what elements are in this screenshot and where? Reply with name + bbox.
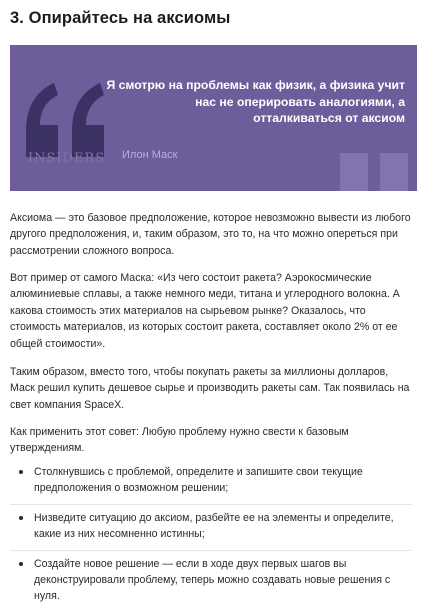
bullet-icon [19, 516, 23, 520]
paragraph-musk-example: Вот пример от самого Маска: «Из чего состоит ракета? Аэрокосмические алюминиевые сплавы, а также немного меди, титана и углеродного волокна. А какова стоимость этих материалов на сырьевом рынке? Оказалось, что стоимость материалов, из которых состоит ракета, составляет около 2% от ее общей стоимости». [10, 272, 400, 350]
bullet-icon [19, 562, 23, 566]
list-item-text: Низведите ситуацию до аксиом, разбейте ее на элементы и определите, какие из них несомненно истинны; [34, 511, 394, 541]
paragraph-how-to-apply: Как применить этот совет: Любую проблему нужно свести к базовым утверждениям. [10, 426, 349, 455]
list-item [10, 464, 412, 497]
open-quote-mark-icon [24, 79, 106, 159]
insiders-watermark: INSIDERS [28, 151, 106, 166]
list-divider [10, 550, 412, 551]
list-item-text: Создайте новое решение — если в ходе двух первых шагов вы деконструировали проблему, теперь можно создавать новые решения с нуля. [34, 557, 391, 603]
paragraph-axiom-definition: Аксиома — это базовое предположение, которое невозможно вывести из любого другого предположения, и, таким образом, это то, на что можно опереться при рассмотрении сложного вопроса. [10, 212, 411, 257]
close-quote-mark-icon [338, 153, 414, 191]
quote-text: Я смотрю на проблемы как физик, а физика учит нас не оперировать аналогиями, а отталкиваться от аксиом [106, 78, 405, 125]
quote-author: Илон Маск [122, 149, 178, 161]
bullet-icon [19, 470, 23, 474]
advice-list [10, 464, 412, 605]
list-item [10, 556, 412, 605]
list-divider [10, 504, 412, 505]
list-item-text: Столкнувшись с проблемой, определите и запишите свои текущие предположения о возможном решении; [34, 466, 363, 495]
list-item [10, 510, 412, 543]
section-heading: 3. Опирайтесь на аксиомы [10, 9, 231, 27]
quote-banner [10, 45, 417, 191]
paragraph-spacex: Таким образом, вместо того, чтобы покупать ракеты за миллионы долларов, Маск решил купить дешевое сырье и производить ракеты сам. Так появилась на свет компания SpaceX. [10, 366, 410, 411]
